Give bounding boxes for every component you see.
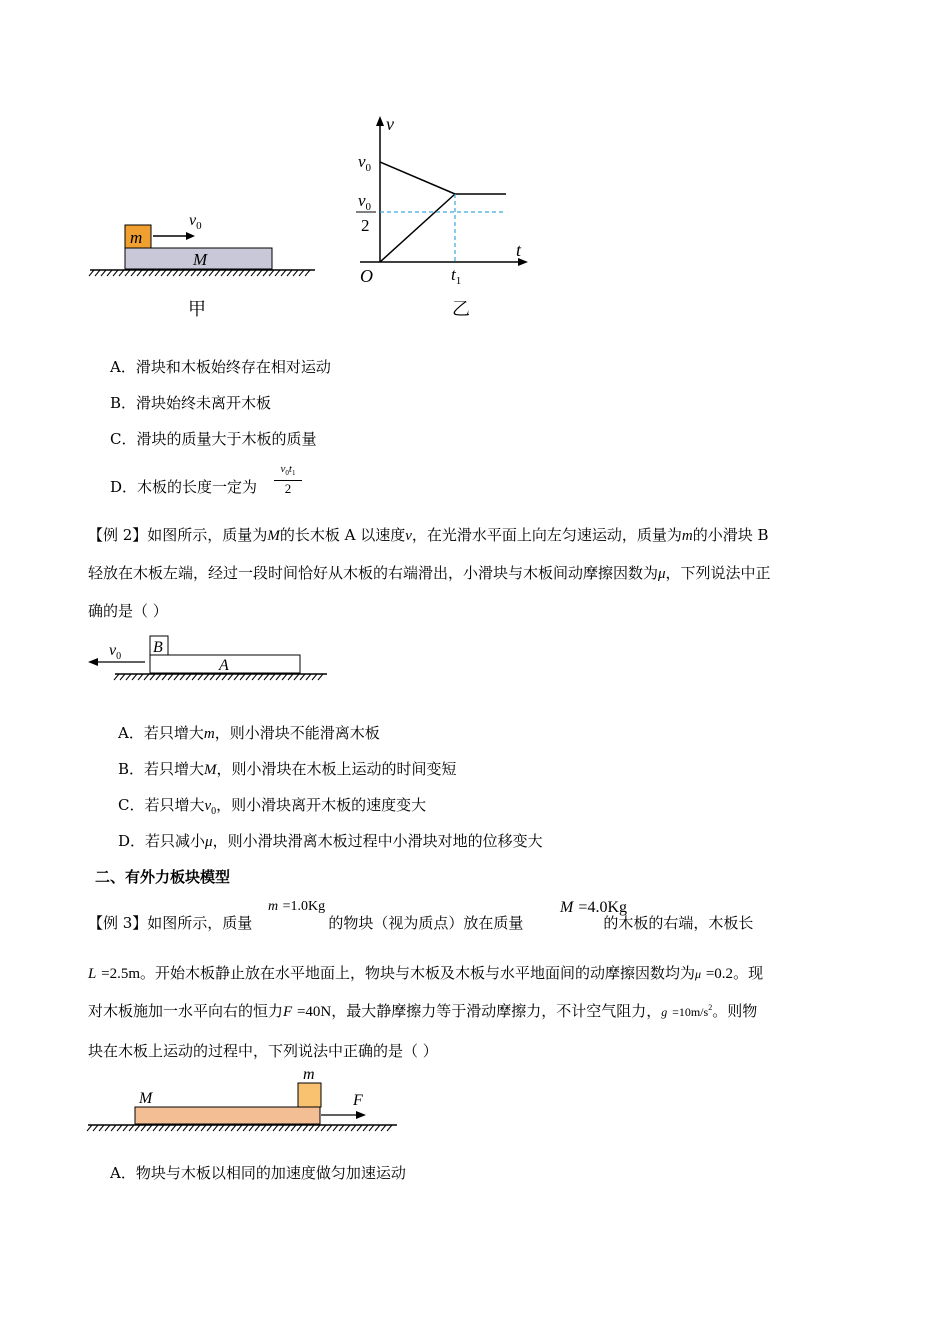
t-axis-label: t (516, 240, 522, 260)
hatch-mark (293, 270, 298, 276)
hatch-mark (107, 270, 112, 276)
board-velocity-line (380, 162, 455, 194)
hatch-mark (375, 1125, 380, 1131)
hatch-mark (345, 1125, 350, 1131)
force-arrowhead (356, 1111, 366, 1119)
hatch-mark (189, 1125, 194, 1131)
hatch-mark (131, 270, 136, 276)
hatch-mark (264, 674, 269, 680)
hatch-mark (287, 270, 292, 276)
hatch-mark (255, 1125, 260, 1131)
hatch-mark (192, 674, 197, 680)
block-m (298, 1083, 321, 1107)
hatch-mark (228, 674, 233, 680)
hatch-mark (318, 674, 323, 680)
board-M-label: M (139, 1090, 153, 1107)
ex2-option-a[interactable]: A．若只增大m，则小滑块不能滑离木板 (118, 724, 380, 742)
hatch-mark (204, 674, 209, 680)
hatch-mark (165, 1125, 170, 1131)
hatch-mark (167, 270, 172, 276)
hatch-mark (312, 674, 317, 680)
board-M (135, 1107, 320, 1124)
force-label: F (353, 1092, 363, 1109)
section-title: 二、有外力板块模型 (95, 868, 231, 886)
hatch-mark (261, 1125, 266, 1131)
hatch-mark (95, 270, 100, 276)
hatch-mark (237, 1125, 242, 1131)
hatch-mark (149, 270, 154, 276)
hatch-mark (168, 674, 173, 680)
hatch-mark (159, 1125, 164, 1131)
hatch-mark (233, 270, 238, 276)
hatch-mark (339, 1125, 344, 1131)
hatch-mark (210, 674, 215, 680)
hatch-mark (387, 1125, 392, 1131)
hatch-mark (215, 270, 220, 276)
hatch-mark (251, 270, 256, 276)
ex2-option-b[interactable]: B．若只增大M，则小滑块在木板上运动的时间变短 (118, 760, 457, 778)
hatch-mark (197, 270, 202, 276)
figure-jia (85, 200, 325, 290)
hatch-mark (363, 1125, 368, 1131)
hatch-mark (174, 674, 179, 680)
hatch-mark (89, 270, 94, 276)
hatch-mark (171, 1125, 176, 1131)
velocity-label: $v_0$ (189, 212, 202, 232)
hatch-mark (231, 1125, 236, 1131)
hatch-mark (179, 270, 184, 276)
hatch-mark (351, 1125, 356, 1131)
hatch-mark (117, 1125, 122, 1131)
hatch-mark (141, 1125, 146, 1131)
hatch-mark (150, 674, 155, 680)
hatch-mark (294, 674, 299, 680)
hatch-mark (276, 674, 281, 680)
hatch-mark (321, 1125, 326, 1131)
hatch-mark (87, 1125, 92, 1131)
hatch-mark (105, 1125, 110, 1131)
hatch-mark (120, 674, 125, 680)
hatch-mark (153, 1125, 158, 1131)
hatch-mark (267, 1125, 272, 1131)
hatch-mark (185, 270, 190, 276)
hatch-mark (147, 1125, 152, 1131)
hatch-mark (125, 270, 130, 276)
hatch-mark (114, 674, 119, 680)
hatch-mark (186, 674, 191, 680)
hatch-mark (99, 1125, 104, 1131)
hatch-mark (201, 1125, 206, 1131)
hatch-mark (357, 1125, 362, 1131)
hatch-mark (273, 1125, 278, 1131)
hatch-mark (327, 1125, 332, 1131)
ex3-M-value: M =4.0Kg (560, 899, 627, 916)
hatch-mark (270, 674, 275, 680)
hatch-mark (285, 1125, 290, 1131)
ex3-m-value: m =1.0Kg (268, 899, 326, 914)
hatch-mark (132, 674, 137, 680)
hatch-mark (135, 1125, 140, 1131)
hatch-mark (213, 1125, 218, 1131)
figure-yi-caption: 乙 (452, 299, 470, 320)
hatch-mark (209, 270, 214, 276)
hatch-mark (291, 1125, 296, 1131)
ground-hatch (87, 1125, 392, 1131)
hatch-mark (227, 270, 232, 276)
hatch-mark (216, 674, 221, 680)
hatch-mark (249, 1125, 254, 1131)
ex2-option-d[interactable]: D．若只减小μ，则小滑块滑离木板过程中小滑块对地的位移变大 (118, 832, 543, 850)
hatch-mark (113, 270, 118, 276)
hatch-mark (144, 674, 149, 680)
block-B-label: B (153, 639, 163, 656)
ex1-option-d-fraction: $v_0t_1$ 2 (274, 462, 302, 497)
origin-label: O (360, 266, 373, 286)
hatch-mark (234, 674, 239, 680)
figure-yi-vt-graph (350, 110, 540, 295)
hatch-mark (246, 674, 251, 680)
board-M-label: M (193, 250, 208, 269)
hatch-mark (333, 1125, 338, 1131)
hatch-mark (111, 1125, 116, 1131)
hatch-mark (138, 674, 143, 680)
hatch-mark (137, 270, 142, 276)
hatch-mark (219, 1125, 224, 1131)
hatch-mark (203, 270, 208, 276)
hatch-mark (173, 270, 178, 276)
hatch-mark (222, 674, 227, 680)
half-v0-num: $v_0$ (358, 191, 372, 213)
hatch-mark (161, 270, 166, 276)
ex3-option-a[interactable]: A．物块与木板以相同的加速度做匀加速运动 (110, 1164, 406, 1182)
block-m-label: m (303, 1066, 315, 1083)
hatch-mark (183, 1125, 188, 1131)
half-v0-den: 2 (361, 216, 370, 235)
ex2-figure (85, 630, 335, 685)
hatch-mark (288, 674, 293, 680)
hatch-mark (279, 1125, 284, 1131)
board-A-label: A (219, 657, 229, 674)
v0-label: $v_0$ (109, 642, 122, 662)
hatch-mark (303, 1125, 308, 1131)
hatch-mark (162, 674, 167, 680)
hatch-mark (300, 674, 305, 680)
v0-tick-label: $v_0$ (358, 152, 372, 174)
velocity-arrowhead (186, 232, 195, 240)
ex1-option-c[interactable]: C．滑块的质量大于木板的质量 (110, 430, 317, 448)
hatch-mark (119, 270, 124, 276)
hatch-mark (297, 1125, 302, 1131)
hatch-mark (305, 270, 310, 276)
hatch-mark (282, 674, 287, 680)
hatch-mark (269, 270, 274, 276)
t1-tick-label: $t_1$ (451, 265, 462, 287)
ex3-line-3: 对木板施加一水平向右的恒力F =40N，最大静摩擦力等于滑动摩擦力，不计空气阻力，$g =10m/s^2$。则物 (88, 1002, 758, 1020)
ex2-line-3: 确的是（ ） (88, 602, 168, 620)
hatch-mark (381, 1125, 386, 1131)
ex1-option-d[interactable] (110, 476, 257, 497)
ex3-line-1: 【例 3】如图所示，质量 的物块（视为质点）放在质量 的木板的右端，木板长 (88, 914, 754, 932)
hatch-mark (143, 270, 148, 276)
hatch-mark (263, 270, 268, 276)
hatch-mark (281, 270, 286, 276)
hatch-mark (258, 674, 263, 680)
hatch-mark (155, 270, 160, 276)
hatch-mark (369, 1125, 374, 1131)
block-m-label: m (130, 228, 143, 247)
hatch-mark (306, 674, 311, 680)
v-axis-label: v (386, 114, 394, 134)
ex3-line-4: 块在木板上运动的过程中，下列说法中正确的是（ ） (88, 1042, 438, 1060)
v0-arrowhead (88, 658, 98, 666)
v-axis-arrowhead (376, 116, 384, 126)
ex1-option-d-text: D．木板的长度一定为 (110, 478, 258, 496)
ex1-option-b[interactable]: B．滑块始终未离开木板 (110, 394, 272, 412)
ground-hatch (89, 270, 310, 276)
hatch-mark (195, 1125, 200, 1131)
hatch-mark (225, 1125, 230, 1131)
hatch-mark (156, 674, 161, 680)
hatch-mark (309, 1125, 314, 1131)
hatch-mark (129, 1125, 134, 1131)
figure-jia-caption: 甲 (188, 299, 206, 320)
ex2-line-2: 轻放在木板左端，经过一段时间恰好从木板的右端滑出，小滑块与木板间动摩擦因数为μ，下列说法中正 (88, 564, 771, 582)
hatch-mark (275, 270, 280, 276)
hatch-mark (198, 674, 203, 680)
ex1-option-a[interactable]: A．滑块和木板始终存在相对运动 (110, 358, 331, 376)
ground-hatch (114, 674, 323, 680)
hatch-mark (240, 674, 245, 680)
hatch-mark (245, 270, 250, 276)
hatch-mark (180, 674, 185, 680)
ex2-line-1: 【例 2】如图所示，质量为M的长木板 A 以速度v，在光滑水平面上向左匀速运动，质量为m的小滑块 B (88, 526, 769, 544)
ex3-figure (85, 1065, 405, 1135)
block-velocity-line (380, 194, 455, 262)
hatch-mark (299, 270, 304, 276)
hatch-mark (123, 1125, 128, 1131)
hatch-mark (221, 270, 226, 276)
hatch-mark (207, 1125, 212, 1131)
hatch-mark (93, 1125, 98, 1131)
hatch-mark (252, 674, 257, 680)
hatch-mark (315, 1125, 320, 1131)
hatch-mark (177, 1125, 182, 1131)
hatch-mark (243, 1125, 248, 1131)
hatch-mark (257, 270, 262, 276)
hatch-mark (191, 270, 196, 276)
ex3-line-2: L =2.5m。开始木板静止放在水平地面上，物块与木板及木板与水平地面间的动摩擦因数均为μ =0.2。现 (88, 964, 764, 982)
hatch-mark (101, 270, 106, 276)
ex2-option-c[interactable]: C．若只增大$v_0$，则小滑块离开木板的速度变大 (118, 796, 427, 817)
hatch-mark (239, 270, 244, 276)
hatch-mark (126, 674, 131, 680)
